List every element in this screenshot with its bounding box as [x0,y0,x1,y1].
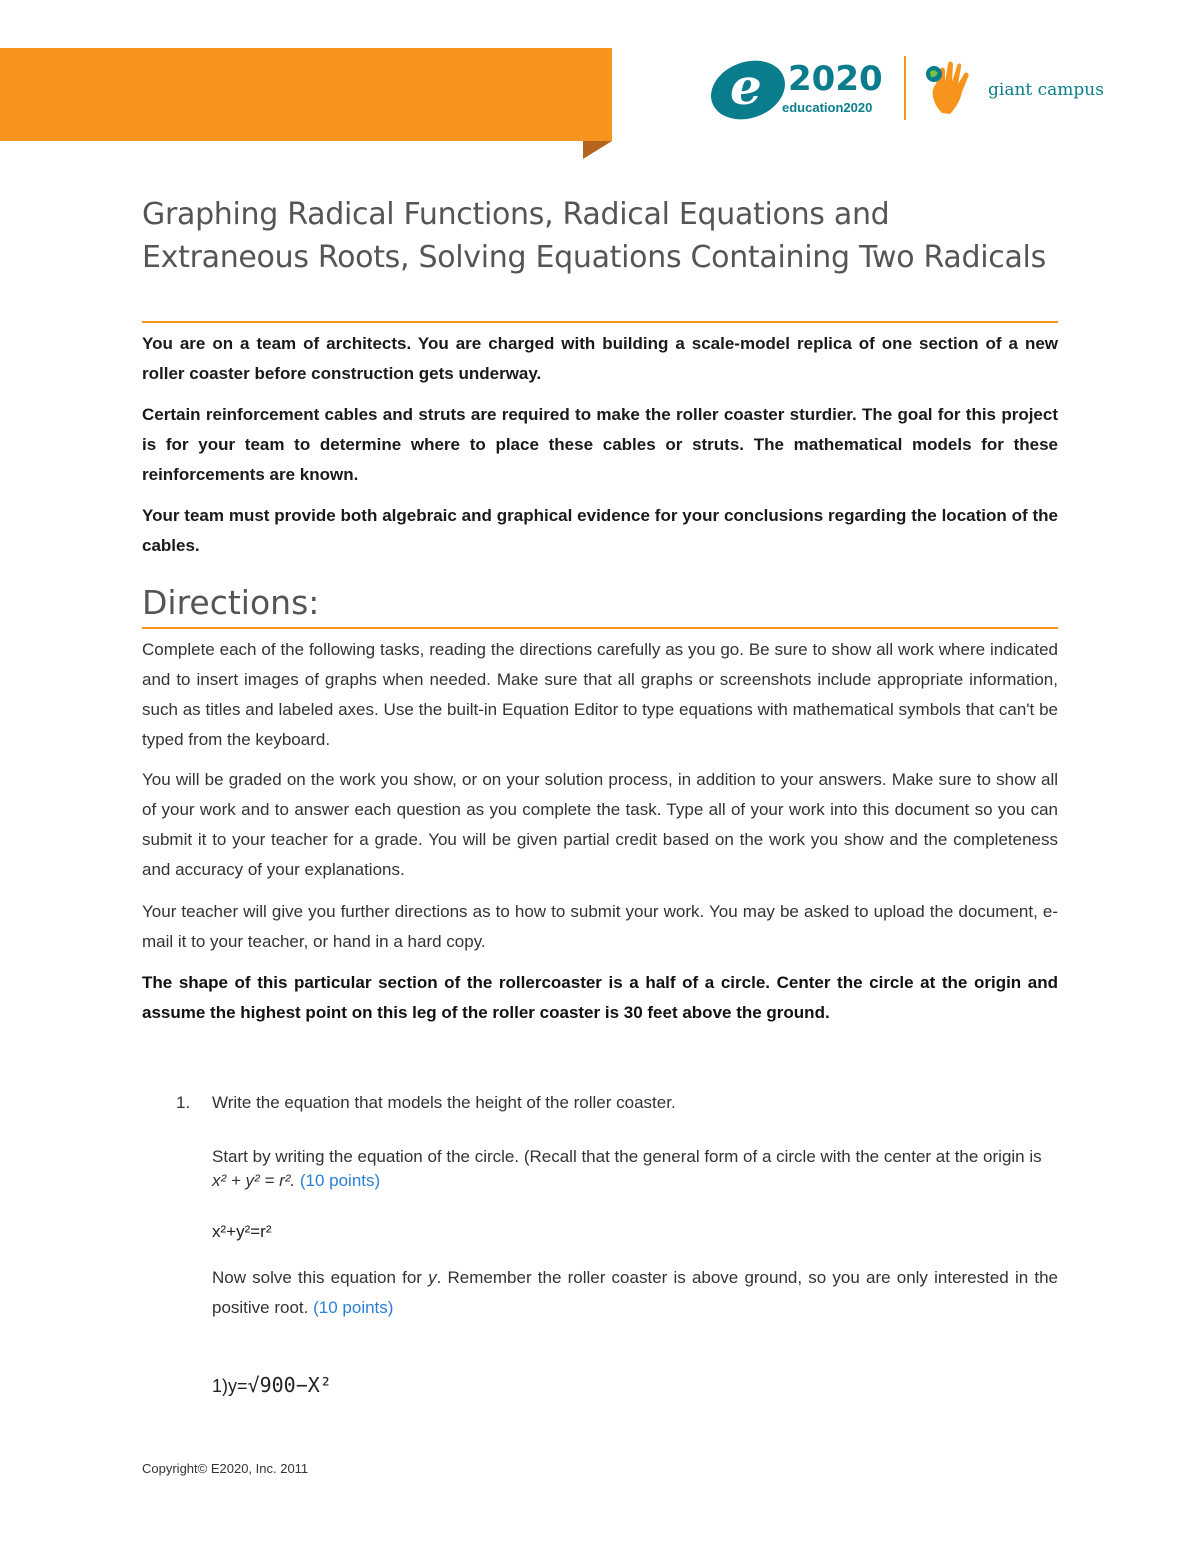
directions-emphasis: The shape of this particular section of the rollercoaster is a half of a circle. Center the circle at the origin and assume the highest point on this leg of the roller coaster is 30 feet above the ground. [142,973,1058,1022]
title-divider [142,321,1058,323]
logo-divider [904,56,906,120]
page-title: Graphing Radical Functions, Radical Equations and Extraneous Roots, Solving Equations Containing Two Radicals [142,197,1046,275]
intro-paragraph-2: Certain reinforcement cables and struts are required to make the roller coaster sturdier. The goal for this project is for your team to determine where to place these cables or struts. The mathematical models for these reinforcements are known. [142,405,1058,484]
part-a-points: (10 points) [299,1171,381,1190]
answer-b [212,1373,332,1397]
part-b-pre: Now solve this equation for [212,1268,422,1287]
directions-paragraph-2: You will be graded on the work you show, or on your solution process, in addition to your answers. Make sure to show all of your work and to answer each question as you complete the task. Type all of your work into this document so you can submit it to your teacher for a grade. You will be given partial credit based on the work you show and the completeness and accuracy of your explanations. [142,770,1058,879]
svg-text:e: e [730,57,762,116]
directions-paragraph-3: Your teacher will give you further directions as to how to submit your work. You may be asked to upload the document, e-mail it to your teacher, or hand in a hard copy. [142,902,1058,951]
logo-brand: 2020 [788,59,883,99]
directions-heading: Directions: [142,583,320,622]
logo-subtitle: education2020 [782,100,873,115]
part-b-post: . Remember the roller coaster is above ground, so you are only interested in the positive root. [212,1268,1058,1317]
part-b-var: y [428,1268,437,1287]
directions-paragraph-1: Complete each of the following tasks, reading the directions carefully as you go. Be sure to show all work where indicated and to insert images of graphs when needed. Make sure that all graphs or screenshots include appropriate information, such as titles and labeled axes. Use the built-in Equation Editor to type equations with mathematical symbols that can't be typed from the keyboard. [142,640,1058,749]
answer-a: x²+y²=r² [212,1222,272,1241]
e2020-logo-icon [708,52,898,127]
partner-name: giant campus [988,80,1104,100]
copyright-footer: Copyright© E2020, Inc. 2011 [142,1461,309,1476]
directions-divider [142,627,1058,629]
giant-campus-hand-icon [922,58,982,118]
question-part-b [212,1263,1058,1323]
part-a-text: Start by writing the equation of the circle. (Recall that the general form of a circle with the center at the origin is [212,1147,1042,1166]
banner-fold [583,141,612,159]
part-a-formula: x² + y² = r². [212,1171,296,1190]
intro-paragraph-1: You are on a team of architects. You are charged with building a scale-model replica of one section of a new roller coaster before construction gets underway. [142,334,1058,383]
answer-b-prefix: 1)y= [212,1376,248,1396]
question-number: 1. [176,1093,191,1112]
header-banner [0,48,612,141]
answer-b-radical: √900−X² [247,1373,332,1397]
question-part-a [212,1145,1058,1193]
logo-group [708,52,1108,132]
question-text: Write the equation that models the height of the roller coaster. [212,1093,676,1112]
intro-paragraph-3: Your team must provide both algebraic and graphical evidence for your conclusions regarding the location of the cables. [142,506,1058,555]
part-b-points: (10 points) [313,1298,394,1317]
